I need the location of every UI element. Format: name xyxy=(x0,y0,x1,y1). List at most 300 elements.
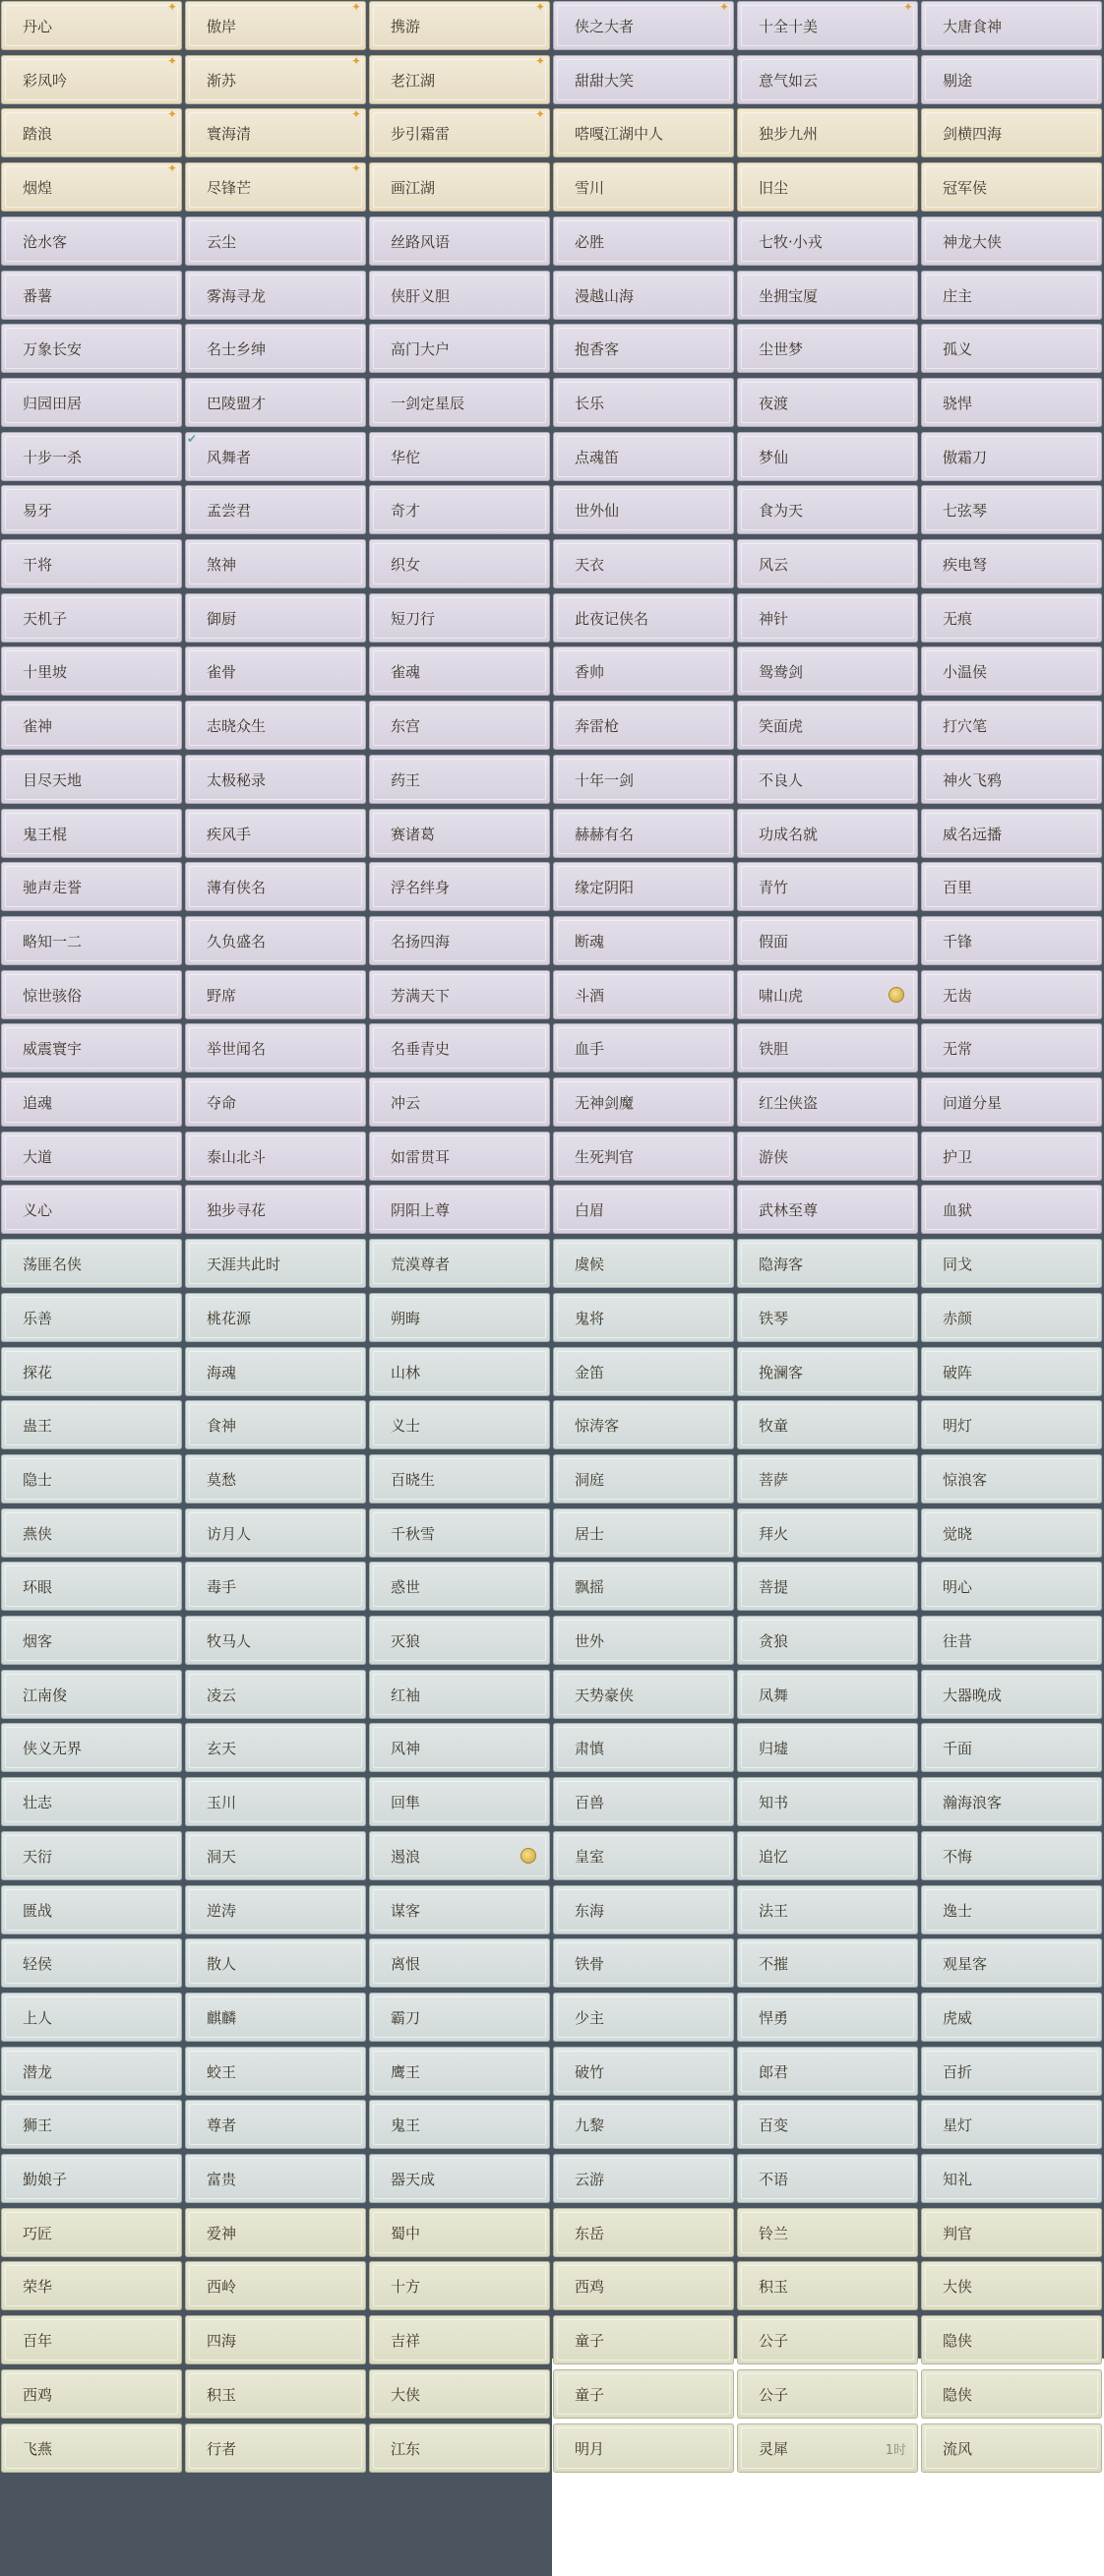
title-tile[interactable] xyxy=(737,1938,918,1988)
title-tile[interactable] xyxy=(737,916,918,965)
title-tile[interactable] xyxy=(921,1239,1102,1288)
title-tile[interactable] xyxy=(185,108,366,157)
title-tile[interactable] xyxy=(369,809,550,858)
title-tile[interactable] xyxy=(553,2261,734,2310)
title-tile[interactable] xyxy=(185,539,366,588)
title-tile[interactable] xyxy=(369,55,550,104)
title-tile-label: 浮名绊身 xyxy=(391,878,451,896)
title-tile[interactable] xyxy=(185,646,366,696)
title-tile-label: 侠之大者 xyxy=(575,17,635,35)
title-tile[interactable] xyxy=(369,378,550,427)
title-tile[interactable] xyxy=(369,1239,550,1288)
title-tile[interactable] xyxy=(553,1508,734,1558)
title-tile[interactable] xyxy=(737,216,918,266)
title-tile[interactable] xyxy=(553,271,734,320)
title-tile[interactable] xyxy=(1,1132,182,1181)
title-tile[interactable] xyxy=(921,1831,1102,1880)
title-tile[interactable] xyxy=(185,1239,366,1288)
title-tile[interactable] xyxy=(921,539,1102,588)
title-tile[interactable] xyxy=(737,2261,918,2310)
title-tile[interactable] xyxy=(1,646,182,696)
title-tile[interactable] xyxy=(553,162,734,212)
title-tile[interactable] xyxy=(737,1132,918,1181)
title-tile[interactable] xyxy=(737,1508,918,1558)
title-tile[interactable] xyxy=(369,2315,550,2364)
title-tile[interactable] xyxy=(185,162,366,212)
title-tile[interactable] xyxy=(921,755,1102,804)
title-tile[interactable] xyxy=(1,378,182,427)
title-tile-label: 器天成 xyxy=(391,2170,436,2188)
title-tile[interactable] xyxy=(737,1723,918,1772)
title-tile[interactable] xyxy=(369,701,550,750)
title-tile[interactable] xyxy=(737,1885,918,1934)
title-tile[interactable] xyxy=(553,539,734,588)
title-tile[interactable] xyxy=(1,1077,182,1127)
title-tile[interactable] xyxy=(553,1023,734,1073)
title-tile[interactable] xyxy=(185,1185,366,1234)
title-tile[interactable] xyxy=(921,2423,1102,2473)
title-tile[interactable] xyxy=(921,1670,1102,1719)
title-tile[interactable] xyxy=(369,2154,550,2203)
title-tile[interactable] xyxy=(369,1454,550,1503)
title-tile[interactable] xyxy=(737,1400,918,1449)
title-tile[interactable] xyxy=(921,271,1102,320)
title-tile[interactable] xyxy=(921,1938,1102,1988)
title-tile[interactable] xyxy=(1,1562,182,1611)
title-tile-label: 血手 xyxy=(575,1039,605,1058)
title-tile[interactable] xyxy=(369,916,550,965)
title-tile[interactable] xyxy=(553,1400,734,1449)
title-tile[interactable] xyxy=(921,485,1102,534)
title-tile[interactable] xyxy=(553,2047,734,2096)
title-tile[interactable] xyxy=(737,108,918,157)
title-tile[interactable] xyxy=(921,1777,1102,1826)
title-tile[interactable] xyxy=(921,55,1102,104)
title-tile-label: 燕侠 xyxy=(23,1524,53,1543)
title-tile[interactable] xyxy=(185,485,366,534)
title-tile[interactable] xyxy=(1,1777,182,1826)
title-tile[interactable] xyxy=(369,970,550,1019)
title-tile[interactable] xyxy=(553,809,734,858)
title-tile[interactable] xyxy=(185,1508,366,1558)
title-tile[interactable] xyxy=(553,2423,734,2473)
title-tile[interactable] xyxy=(185,2047,366,2096)
title-tile-label: 勤娘子 xyxy=(23,2170,68,2188)
title-tile[interactable] xyxy=(185,862,366,911)
title-tile[interactable] xyxy=(553,2154,734,2203)
title-tile[interactable] xyxy=(921,1616,1102,1665)
title-tile[interactable] xyxy=(369,2100,550,2149)
title-tile[interactable] xyxy=(553,2100,734,2149)
title-tile[interactable] xyxy=(185,2423,366,2473)
title-tile[interactable] xyxy=(553,1562,734,1611)
title-tile[interactable] xyxy=(185,1670,366,1719)
title-tile[interactable] xyxy=(921,2261,1102,2310)
title-tile[interactable] xyxy=(737,2369,918,2419)
title-tile[interactable] xyxy=(185,1723,366,1772)
title-tile[interactable] xyxy=(185,432,366,481)
title-tile[interactable] xyxy=(553,916,734,965)
title-tile[interactable] xyxy=(185,378,366,427)
title-tile[interactable] xyxy=(1,1185,182,1234)
title-tile[interactable] xyxy=(185,1132,366,1181)
title-tile[interactable] xyxy=(1,1293,182,1342)
title-tile[interactable] xyxy=(553,1347,734,1396)
title-tile[interactable] xyxy=(185,1885,366,1934)
title-tile-label: 名士乡绅 xyxy=(207,339,267,358)
title-tile[interactable] xyxy=(185,1347,366,1396)
title-tile[interactable] xyxy=(737,378,918,427)
title-tile[interactable] xyxy=(737,1616,918,1665)
title-tile[interactable] xyxy=(185,1293,366,1342)
title-tile[interactable] xyxy=(1,1993,182,2042)
title-tile[interactable] xyxy=(1,809,182,858)
title-tile[interactable] xyxy=(1,485,182,534)
title-tile[interactable] xyxy=(369,324,550,373)
title-tile[interactable] xyxy=(737,1670,918,1719)
title-tile[interactable] xyxy=(1,2100,182,2149)
title-tile[interactable] xyxy=(737,2100,918,2149)
title-tile[interactable] xyxy=(369,485,550,534)
title-tile[interactable] xyxy=(737,2154,918,2203)
title-tile[interactable] xyxy=(921,1023,1102,1073)
title-tile[interactable] xyxy=(369,2369,550,2419)
title-tile-label: 独步九州 xyxy=(759,124,819,143)
title-tile[interactable] xyxy=(369,1616,550,1665)
title-tile[interactable] xyxy=(553,1616,734,1665)
title-tile[interactable] xyxy=(1,2423,182,2473)
title-tile-label: 法王 xyxy=(759,1901,789,1920)
title-tile-label: 志晓众生 xyxy=(207,716,267,735)
title-tile[interactable] xyxy=(1,2208,182,2257)
title-tile[interactable] xyxy=(185,755,366,804)
title-tile[interactable] xyxy=(921,1508,1102,1558)
title-tile[interactable] xyxy=(553,1454,734,1503)
title-tile[interactable] xyxy=(553,55,734,104)
title-tile[interactable] xyxy=(553,862,734,911)
title-tile[interactable] xyxy=(369,539,550,588)
title-tile[interactable] xyxy=(369,2423,550,2473)
title-tile[interactable] xyxy=(737,1777,918,1826)
title-tile[interactable] xyxy=(1,2154,182,2203)
title-tile-label: 短刀行 xyxy=(391,609,436,628)
title-tile[interactable] xyxy=(737,646,918,696)
title-tile[interactable] xyxy=(185,324,366,373)
title-tile[interactable] xyxy=(921,432,1102,481)
title-tile[interactable] xyxy=(369,1938,550,1988)
title-tile[interactable] xyxy=(185,701,366,750)
title-tile[interactable] xyxy=(1,2047,182,2096)
title-tile[interactable] xyxy=(1,1023,182,1073)
title-tile[interactable] xyxy=(737,809,918,858)
title-tile[interactable] xyxy=(921,1185,1102,1234)
title-tile[interactable] xyxy=(553,2315,734,2364)
title-tile[interactable] xyxy=(369,755,550,804)
title-tile[interactable] xyxy=(921,1454,1102,1503)
title-tile[interactable] xyxy=(1,1454,182,1503)
title-tile[interactable] xyxy=(1,2369,182,2419)
title-tile[interactable] xyxy=(369,1885,550,1934)
title-tile[interactable] xyxy=(369,862,550,911)
title-tile[interactable] xyxy=(737,1293,918,1342)
title-tile[interactable] xyxy=(369,1508,550,1558)
title-tile[interactable] xyxy=(1,2315,182,2364)
title-tile[interactable] xyxy=(553,1885,734,1934)
title-tile[interactable] xyxy=(553,1831,734,1880)
title-tile[interactable] xyxy=(369,216,550,266)
new-star-icon: ✦ xyxy=(534,55,545,68)
title-tile[interactable] xyxy=(921,1077,1102,1127)
title-tile[interactable] xyxy=(553,485,734,534)
title-tile[interactable] xyxy=(737,1454,918,1503)
title-tile[interactable] xyxy=(737,1185,918,1234)
title-tile[interactable] xyxy=(553,216,734,266)
title-tile[interactable] xyxy=(553,755,734,804)
title-tile[interactable] xyxy=(553,1239,734,1288)
title-tile[interactable] xyxy=(185,1616,366,1665)
title-tile[interactable] xyxy=(553,1993,734,2042)
title-tile[interactable] xyxy=(369,1777,550,1826)
title-tile[interactable] xyxy=(737,324,918,373)
title-tile[interactable] xyxy=(1,1400,182,1449)
title-tile[interactable] xyxy=(921,162,1102,212)
title-tile[interactable] xyxy=(737,1831,918,1880)
title-tile[interactable] xyxy=(737,1562,918,1611)
title-tile[interactable] xyxy=(185,2369,366,2419)
title-tile[interactable] xyxy=(185,55,366,104)
title-tile[interactable] xyxy=(921,1723,1102,1772)
title-tile[interactable] xyxy=(553,1077,734,1127)
title-tile[interactable] xyxy=(921,378,1102,427)
title-tile[interactable] xyxy=(1,432,182,481)
title-tile[interactable] xyxy=(369,432,550,481)
title-tile[interactable] xyxy=(1,1616,182,1665)
title-tile[interactable] xyxy=(369,1132,550,1181)
title-tile[interactable] xyxy=(737,755,918,804)
title-tile[interactable] xyxy=(1,1670,182,1719)
title-tile[interactable] xyxy=(1,2261,182,2310)
title-tile[interactable] xyxy=(369,162,550,212)
title-tile[interactable] xyxy=(921,216,1102,266)
title-tile[interactable] xyxy=(185,1777,366,1826)
title-tile-label: 庄主 xyxy=(943,286,973,305)
title-tile[interactable] xyxy=(921,701,1102,750)
title-tile[interactable] xyxy=(921,646,1102,696)
title-tile-label: 朔晦 xyxy=(391,1309,421,1327)
title-tile[interactable] xyxy=(369,2047,550,2096)
new-star-icon: ✦ xyxy=(166,162,177,175)
title-tile[interactable] xyxy=(369,271,550,320)
title-tile[interactable] xyxy=(737,970,918,1019)
title-tile[interactable] xyxy=(185,1,366,50)
title-tile[interactable] xyxy=(921,1,1102,50)
title-tile[interactable] xyxy=(185,916,366,965)
title-tile[interactable] xyxy=(553,324,734,373)
title-tile[interactable] xyxy=(737,162,918,212)
title-tile-label: 干将 xyxy=(23,555,53,574)
title-tile[interactable] xyxy=(921,2100,1102,2149)
title-tile[interactable] xyxy=(369,1347,550,1396)
title-tile-label: 甜甜大笑 xyxy=(575,71,635,90)
title-tile[interactable] xyxy=(1,1,182,50)
title-tile[interactable] xyxy=(1,216,182,266)
title-tile[interactable] xyxy=(737,1,918,50)
title-tile[interactable] xyxy=(737,593,918,643)
title-tile[interactable] xyxy=(185,1938,366,1988)
title-tile[interactable] xyxy=(185,2100,366,2149)
title-tile[interactable] xyxy=(553,1132,734,1181)
title-tile[interactable] xyxy=(185,970,366,1019)
title-tile[interactable] xyxy=(1,1347,182,1396)
title-tile[interactable] xyxy=(553,1,734,50)
title-tile[interactable] xyxy=(737,2208,918,2257)
title-tile[interactable] xyxy=(921,2154,1102,2203)
title-tile[interactable] xyxy=(921,1293,1102,1342)
title-tile[interactable] xyxy=(369,1293,550,1342)
title-tile[interactable] xyxy=(553,970,734,1019)
title-tile[interactable] xyxy=(737,271,918,320)
title-tile[interactable] xyxy=(185,1400,366,1449)
title-tile-label: 丹心 xyxy=(23,17,53,35)
title-tile[interactable] xyxy=(737,1993,918,2042)
title-tile[interactable] xyxy=(369,1723,550,1772)
title-tile[interactable] xyxy=(921,862,1102,911)
title-tile[interactable] xyxy=(369,108,550,157)
title-tile[interactable] xyxy=(1,108,182,157)
title-tile[interactable] xyxy=(185,2208,366,2257)
title-tile[interactable] xyxy=(1,755,182,804)
title-tile[interactable] xyxy=(185,1993,366,2042)
title-tile[interactable] xyxy=(1,970,182,1019)
title-tile[interactable] xyxy=(921,593,1102,643)
title-tile[interactable] xyxy=(921,1993,1102,2042)
title-tile[interactable] xyxy=(553,646,734,696)
title-tile[interactable] xyxy=(1,1885,182,1934)
title-tile[interactable] xyxy=(921,1347,1102,1396)
title-tile[interactable] xyxy=(369,1562,550,1611)
title-tile[interactable] xyxy=(737,432,918,481)
title-tile[interactable] xyxy=(553,1670,734,1719)
title-tile[interactable] xyxy=(921,916,1102,965)
title-tile[interactable] xyxy=(369,2208,550,2257)
title-tile[interactable] xyxy=(553,1293,734,1342)
title-tile[interactable] xyxy=(369,1023,550,1073)
title-tile[interactable] xyxy=(737,1077,918,1127)
title-tile[interactable] xyxy=(553,2208,734,2257)
title-tile[interactable] xyxy=(737,862,918,911)
title-tile[interactable] xyxy=(185,216,366,266)
title-tile[interactable] xyxy=(921,108,1102,157)
title-tile[interactable] xyxy=(185,1831,366,1880)
title-tile[interactable] xyxy=(921,1562,1102,1611)
title-tile[interactable] xyxy=(185,271,366,320)
title-tile[interactable] xyxy=(369,1831,550,1880)
title-tile[interactable] xyxy=(921,324,1102,373)
title-tile[interactable] xyxy=(369,1185,550,1234)
title-tile[interactable] xyxy=(1,162,182,212)
title-tile[interactable] xyxy=(369,1400,550,1449)
title-tile-label: 匮战 xyxy=(23,1901,53,1920)
title-tile[interactable] xyxy=(737,701,918,750)
title-tile[interactable] xyxy=(921,2208,1102,2257)
title-tile[interactable] xyxy=(1,1723,182,1772)
title-tile[interactable] xyxy=(369,1077,550,1127)
title-tile[interactable] xyxy=(1,916,182,965)
title-tile[interactable] xyxy=(553,701,734,750)
title-tile[interactable] xyxy=(737,1347,918,1396)
title-tile[interactable] xyxy=(1,593,182,643)
title-tile[interactable] xyxy=(921,2047,1102,2096)
title-tile[interactable] xyxy=(369,646,550,696)
title-tile[interactable] xyxy=(737,539,918,588)
title-tile[interactable] xyxy=(1,324,182,373)
title-tile[interactable] xyxy=(1,539,182,588)
title-tile[interactable] xyxy=(185,2315,366,2364)
title-tile[interactable] xyxy=(185,1023,366,1073)
title-tile[interactable] xyxy=(369,593,550,643)
title-tile[interactable] xyxy=(553,1938,734,1988)
title-tile[interactable] xyxy=(1,1508,182,1558)
title-tile[interactable] xyxy=(185,2154,366,2203)
title-tile[interactable] xyxy=(1,1831,182,1880)
title-tile[interactable] xyxy=(185,809,366,858)
title-tile[interactable] xyxy=(921,2315,1102,2364)
title-tile[interactable] xyxy=(369,1993,550,2042)
title-tile[interactable] xyxy=(921,1400,1102,1449)
title-tile[interactable] xyxy=(1,701,182,750)
title-tile[interactable] xyxy=(185,593,366,643)
title-tile[interactable] xyxy=(737,55,918,104)
title-tile[interactable] xyxy=(737,2423,918,2473)
title-tile[interactable] xyxy=(737,1023,918,1073)
title-tile[interactable] xyxy=(369,1,550,50)
title-tile[interactable] xyxy=(1,1938,182,1988)
title-tile[interactable] xyxy=(185,1562,366,1611)
title-tile[interactable] xyxy=(1,55,182,104)
title-tile[interactable] xyxy=(737,1239,918,1288)
title-tile[interactable] xyxy=(369,2261,550,2310)
title-tile[interactable] xyxy=(185,2261,366,2310)
title-tile-label: 侠肝义胆 xyxy=(391,286,451,305)
title-tile-label: 芳满天下 xyxy=(391,986,451,1005)
title-tile[interactable] xyxy=(921,809,1102,858)
title-tile-label: 遏浪 xyxy=(391,1847,421,1866)
title-tile[interactable] xyxy=(553,1777,734,1826)
title-tile-label: 惊涛客 xyxy=(575,1416,620,1435)
title-tile[interactable] xyxy=(553,2369,734,2419)
title-tile[interactable] xyxy=(553,432,734,481)
title-tile[interactable] xyxy=(369,1670,550,1719)
title-tile-label: 烟煌 xyxy=(23,178,53,197)
title-tile[interactable] xyxy=(921,1132,1102,1181)
title-tile[interactable] xyxy=(921,1885,1102,1934)
title-tile[interactable] xyxy=(921,2369,1102,2419)
title-tile[interactable] xyxy=(737,485,918,534)
title-tile[interactable] xyxy=(553,1723,734,1772)
title-tile[interactable] xyxy=(1,1239,182,1288)
title-tile[interactable] xyxy=(1,271,182,320)
title-tile[interactable] xyxy=(185,1454,366,1503)
title-tile[interactable] xyxy=(553,593,734,643)
title-tile[interactable] xyxy=(553,1185,734,1234)
title-tile[interactable] xyxy=(553,108,734,157)
title-tile[interactable] xyxy=(185,1077,366,1127)
title-tile[interactable] xyxy=(921,970,1102,1019)
title-tile[interactable] xyxy=(553,378,734,427)
title-tile[interactable] xyxy=(1,862,182,911)
title-tile[interactable] xyxy=(737,2315,918,2364)
title-tile[interactable] xyxy=(737,2047,918,2096)
